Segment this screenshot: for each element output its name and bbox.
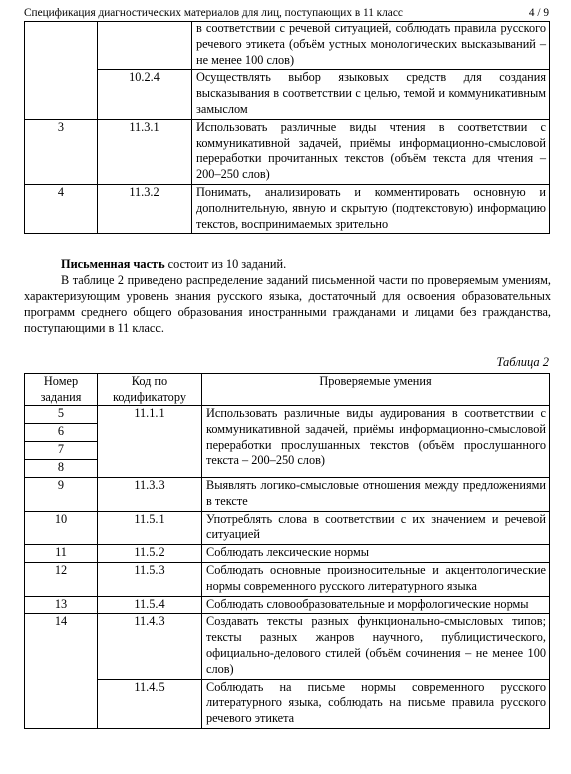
skill-cell: Употреблять слова в соответствии с их значением и речевой ситуацией (202, 511, 550, 545)
skill-cell: Осуществлять выбор языковых средств для создания высказывания в соответствии с целью, темой и коммуникативным замыслом (192, 70, 550, 119)
running-header (24, 5, 549, 22)
task-number-cell: 12 (25, 562, 98, 596)
header-task-number: Номер задания (25, 374, 98, 406)
code-cell: 11.5.3 (98, 562, 202, 596)
skill-cell: Соблюдать на письме нормы современного русского литературного языка, соблюдать на письме правила русского речевого этикета (202, 679, 550, 728)
task-number-cell (25, 21, 98, 119)
skill-cell: Соблюдать лексические нормы (202, 545, 550, 563)
task-number-cell: 4 (25, 184, 98, 233)
table-row (25, 679, 550, 728)
task-number-cell: 10 (25, 511, 98, 545)
table-row (25, 21, 550, 70)
skills-table-written (24, 373, 550, 729)
table-row (25, 511, 550, 545)
code-cell: 11.4.5 (98, 679, 202, 728)
table-row (25, 596, 550, 614)
header-skills: Проверяемые умения (202, 374, 550, 406)
skill-cell: Соблюдать словообразовательные и морфологические нормы (202, 596, 550, 614)
code-cell: 10.2.4 (98, 70, 192, 119)
written-part-lead-text: состоит из 10 заданий. (164, 257, 287, 271)
skill-cell: Использовать различные виды чтения в соответствии с коммуникативной задачей, приёмы информационно-смысловой переработки прочитанных текстов (объём текста для чтения – 200–250 слов) (192, 119, 550, 184)
code-cell: 11.5.2 (98, 545, 202, 563)
task-number-cell: 11 (25, 545, 98, 563)
task-number-cell: 13 (25, 596, 98, 614)
written-part-section (24, 256, 551, 336)
skill-cell: в соответствии с речевой ситуацией, соблюдать правила русского речевого этикета (объём устных монологических высказываний – не менее 100 слов) (192, 21, 550, 70)
code-cell: 11.3.1 (98, 119, 192, 184)
task-number-cell: 8 (25, 460, 98, 478)
table-header-row (25, 374, 550, 406)
table-row (25, 184, 550, 233)
table-row (25, 478, 550, 512)
skills-table-oral (24, 21, 550, 234)
table-row (25, 562, 550, 596)
table-row (25, 406, 550, 424)
task-number-cell: 5 (25, 406, 98, 424)
page-number: 4 / 9 (528, 7, 549, 19)
code-cell: 11.5.1 (98, 511, 202, 545)
table-row (25, 614, 550, 679)
table-row (25, 70, 550, 119)
task-number-cell: 14 (25, 614, 98, 729)
code-cell: 11.3.2 (98, 184, 192, 233)
code-cell: 11.3.3 (98, 478, 202, 512)
header-title: Спецификация диагностических материалов для лиц, поступающих в 11 класс (24, 7, 403, 19)
code-cell (98, 21, 192, 70)
task-number-cell: 7 (25, 442, 98, 460)
skill-cell: Понимать, анализировать и комментировать основную и дополнительную, явную и скрытую (подтекстовую) информацию текстов, воспринимаемых зрительно (192, 184, 550, 233)
task-number-cell: 6 (25, 424, 98, 442)
skill-cell: Выявлять логико-смысловые отношения между предложениями в тексте (202, 478, 550, 512)
written-part-heading: Письменная часть (61, 257, 165, 271)
task-number-cell: 3 (25, 119, 98, 184)
table-row (25, 119, 550, 184)
skill-cell: Создавать тексты разных функционально-смысловых типов; тексты разных жанров научного, публицистического, официально-делового стилей (объём сочинения – не менее 100 слов) (202, 614, 550, 679)
skill-cell: Использовать различные виды аудирования в соответствии с коммуникативной задачей, приёмы информационно-смысловой переработки прослушанных текстов (объём прослушанного текста – 200–250 слов) (202, 406, 550, 478)
code-cell: 11.4.3 (98, 614, 202, 679)
header-code: Код по кодификатору (98, 374, 202, 406)
table-caption: Таблица 2 (496, 355, 549, 369)
written-part-paragraph: В таблице 2 приведено распределение заданий письменной части по проверяемым умениям, характеризующим уровень знания русского языка, достаточный для освоения образовательных программ среднего общего образования иностранными гражданами и лицами без гражданства, поступающими в 11 класс. (24, 273, 551, 335)
code-cell: 11.5.4 (98, 596, 202, 614)
table-row (25, 545, 550, 563)
task-number-cell: 9 (25, 478, 98, 512)
skill-cell: Соблюдать основные произносительные и акцентологические нормы современного русского литературного языка (202, 562, 550, 596)
code-cell: 11.1.1 (98, 406, 202, 478)
written-part-lead (24, 256, 551, 272)
